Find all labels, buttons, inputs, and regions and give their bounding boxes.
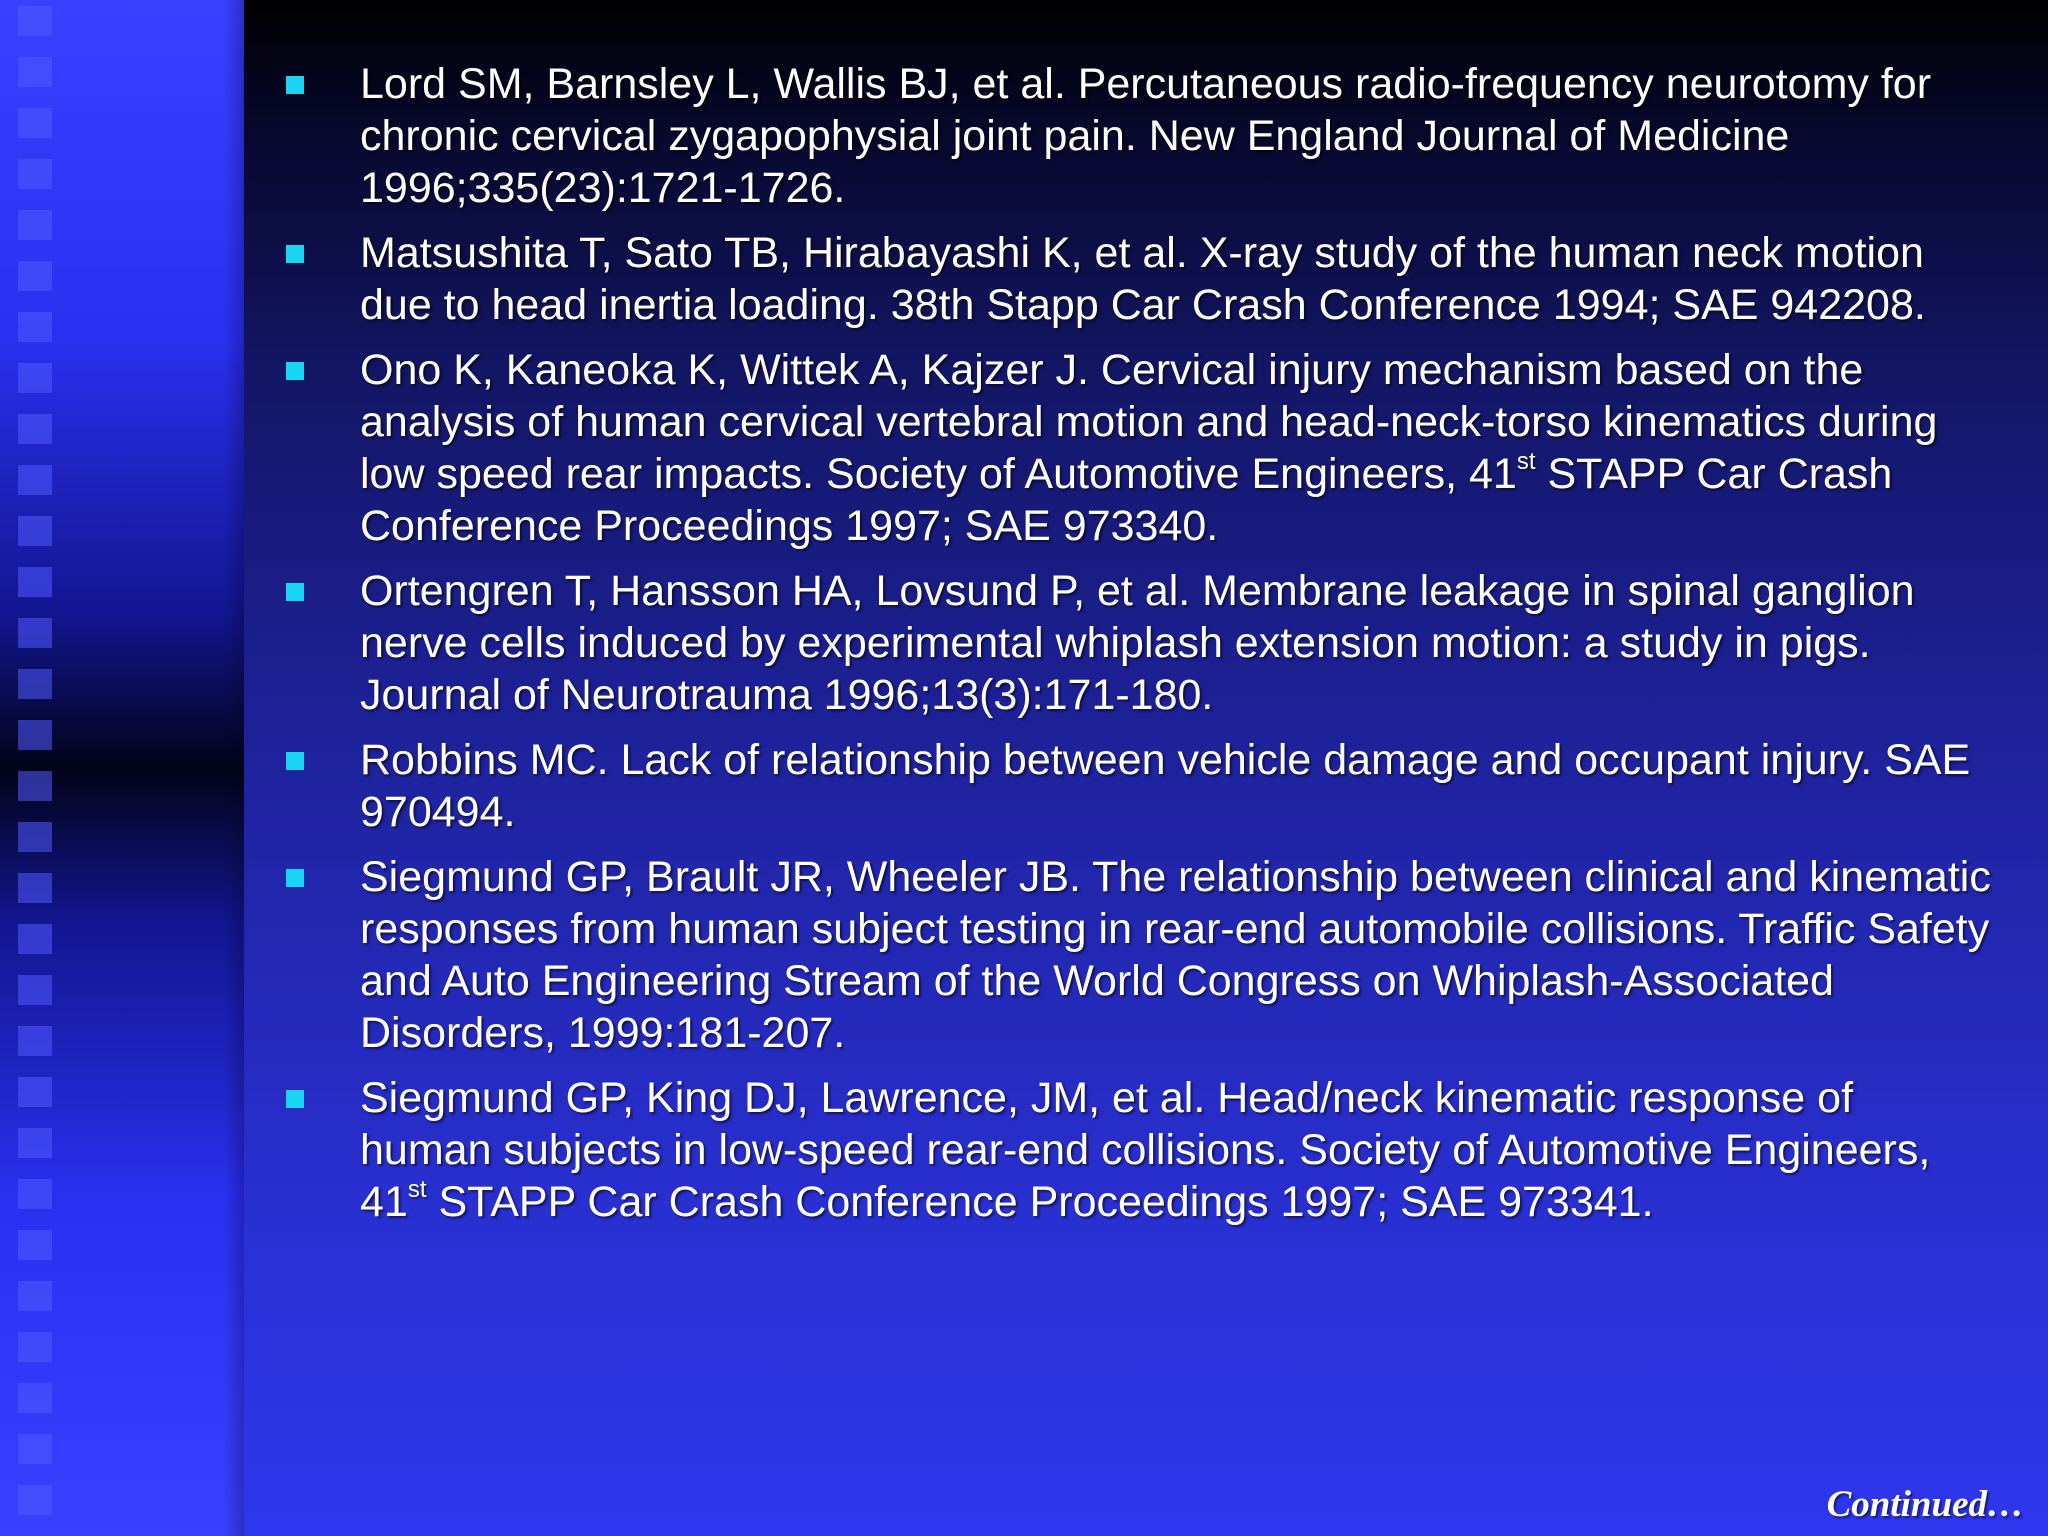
decorative-square bbox=[18, 1077, 52, 1107]
reference-text: Siegmund GP, Brault JR, Wheeler JB. The relationship between clinical and kinematic responses from human subject testing in rear-end automobile collisions. Traffic Safety and Auto Engineering Stream of the World Congress on Whiplash-Associated Disorders, 1999:181-207. bbox=[360, 853, 1991, 1057]
reference-text: Robbins MC. Lack of relationship between vehicle damage and occupant injury. SAE 970494. bbox=[360, 736, 1971, 836]
square-bullet-icon bbox=[286, 752, 304, 770]
square-bullet-icon bbox=[286, 1090, 304, 1108]
side-decoration-strip bbox=[0, 0, 244, 1536]
square-bullet-icon bbox=[286, 362, 304, 380]
decorative-square bbox=[18, 465, 52, 495]
decorative-square bbox=[18, 363, 52, 393]
decorative-square bbox=[18, 1485, 52, 1515]
reference-item bbox=[282, 344, 1992, 552]
decorative-square bbox=[18, 873, 52, 903]
square-bullet-icon bbox=[286, 245, 304, 263]
ordinal-suffix: st bbox=[1516, 447, 1536, 475]
reference-item bbox=[282, 1072, 1992, 1228]
reference-item bbox=[282, 227, 1992, 331]
reference-item bbox=[282, 851, 1992, 1059]
reference-item bbox=[282, 565, 1992, 721]
decorative-square bbox=[18, 1230, 52, 1260]
reference-text bbox=[360, 1074, 1930, 1226]
reference-text-part: Ono K, Kaneoka K, Wittek A, Kajzer J. Cervical injury mechanism based on the analysis of human cervical vertebral motion and head-neck-torso kinematics during low speed rear impacts. Society of Automotive Engineers, 41 bbox=[360, 346, 1938, 498]
decorative-square bbox=[18, 210, 52, 240]
decorative-square bbox=[18, 720, 52, 750]
decorative-square bbox=[18, 261, 52, 291]
decorative-square bbox=[18, 567, 52, 597]
reference-item bbox=[282, 734, 1992, 838]
reference-text-part: STAPP Car Crash Conference Proceedings 1997; SAE 973340. bbox=[360, 450, 1893, 550]
decorative-square bbox=[18, 108, 52, 138]
square-bullet-icon bbox=[286, 869, 304, 887]
decorative-square bbox=[18, 1026, 52, 1056]
decorative-square bbox=[18, 57, 52, 87]
decorative-square bbox=[18, 516, 52, 546]
decorative-square bbox=[18, 771, 52, 801]
reference-text: Lord SM, Barnsley L, Wallis BJ, et al. Percutaneous radio-frequency neurotomy for chronic cervical zygapophysial joint pain. New England Journal of Medicine 1996;335(23):1721-1726. bbox=[360, 60, 1932, 212]
decorative-square bbox=[18, 6, 52, 36]
decorative-square bbox=[18, 924, 52, 954]
decorative-square bbox=[18, 975, 52, 1005]
decorative-square bbox=[18, 414, 52, 444]
continued-label: Continued… bbox=[1826, 1484, 2024, 1525]
square-bullet-icon bbox=[286, 76, 304, 94]
reference-text-part: STAPP Car Crash Conference Proceedings 1997; SAE 973341. bbox=[426, 1178, 1654, 1226]
decorative-square bbox=[18, 669, 52, 699]
decorative-square bbox=[18, 822, 52, 852]
decorative-square bbox=[18, 1179, 52, 1209]
reference-text bbox=[360, 346, 1937, 550]
square-bullet-icon bbox=[286, 583, 304, 601]
decorative-square bbox=[18, 1128, 52, 1158]
ordinal-suffix: st bbox=[407, 1175, 427, 1203]
decorative-square bbox=[18, 1281, 52, 1311]
decorative-square bbox=[18, 312, 52, 342]
decorative-squares bbox=[18, 0, 52, 1536]
decorative-square bbox=[18, 1332, 52, 1362]
decorative-square bbox=[18, 618, 52, 648]
reference-text: Matsushita T, Sato TB, Hirabayashi K, et al. X-ray study of the human neck motion due to head inertia loading. 38th Stapp Car Crash Conference 1994; SAE 942208. bbox=[360, 229, 1926, 329]
strip-edge-shade bbox=[224, 0, 244, 1536]
reference-text: Ortengren T, Hansson HA, Lovsund P, et al. Membrane leakage in spinal ganglion nerve cells induced by experimental whiplash extension motion: a study in pigs. Journal of Neurotrauma 1996;13(3):171-180. bbox=[360, 567, 1915, 719]
decorative-square bbox=[18, 159, 52, 189]
reference-item bbox=[282, 58, 1992, 214]
decorative-square bbox=[18, 1383, 52, 1413]
reference-text-part: Siegmund GP, King DJ, Lawrence, JM, et al. Head/neck kinematic response of human subjects in low-speed rear-end collisions. Society of Automotive Engineers, 41 bbox=[360, 1074, 1931, 1226]
decorative-square bbox=[18, 1434, 52, 1464]
reference-list bbox=[282, 58, 1992, 1241]
